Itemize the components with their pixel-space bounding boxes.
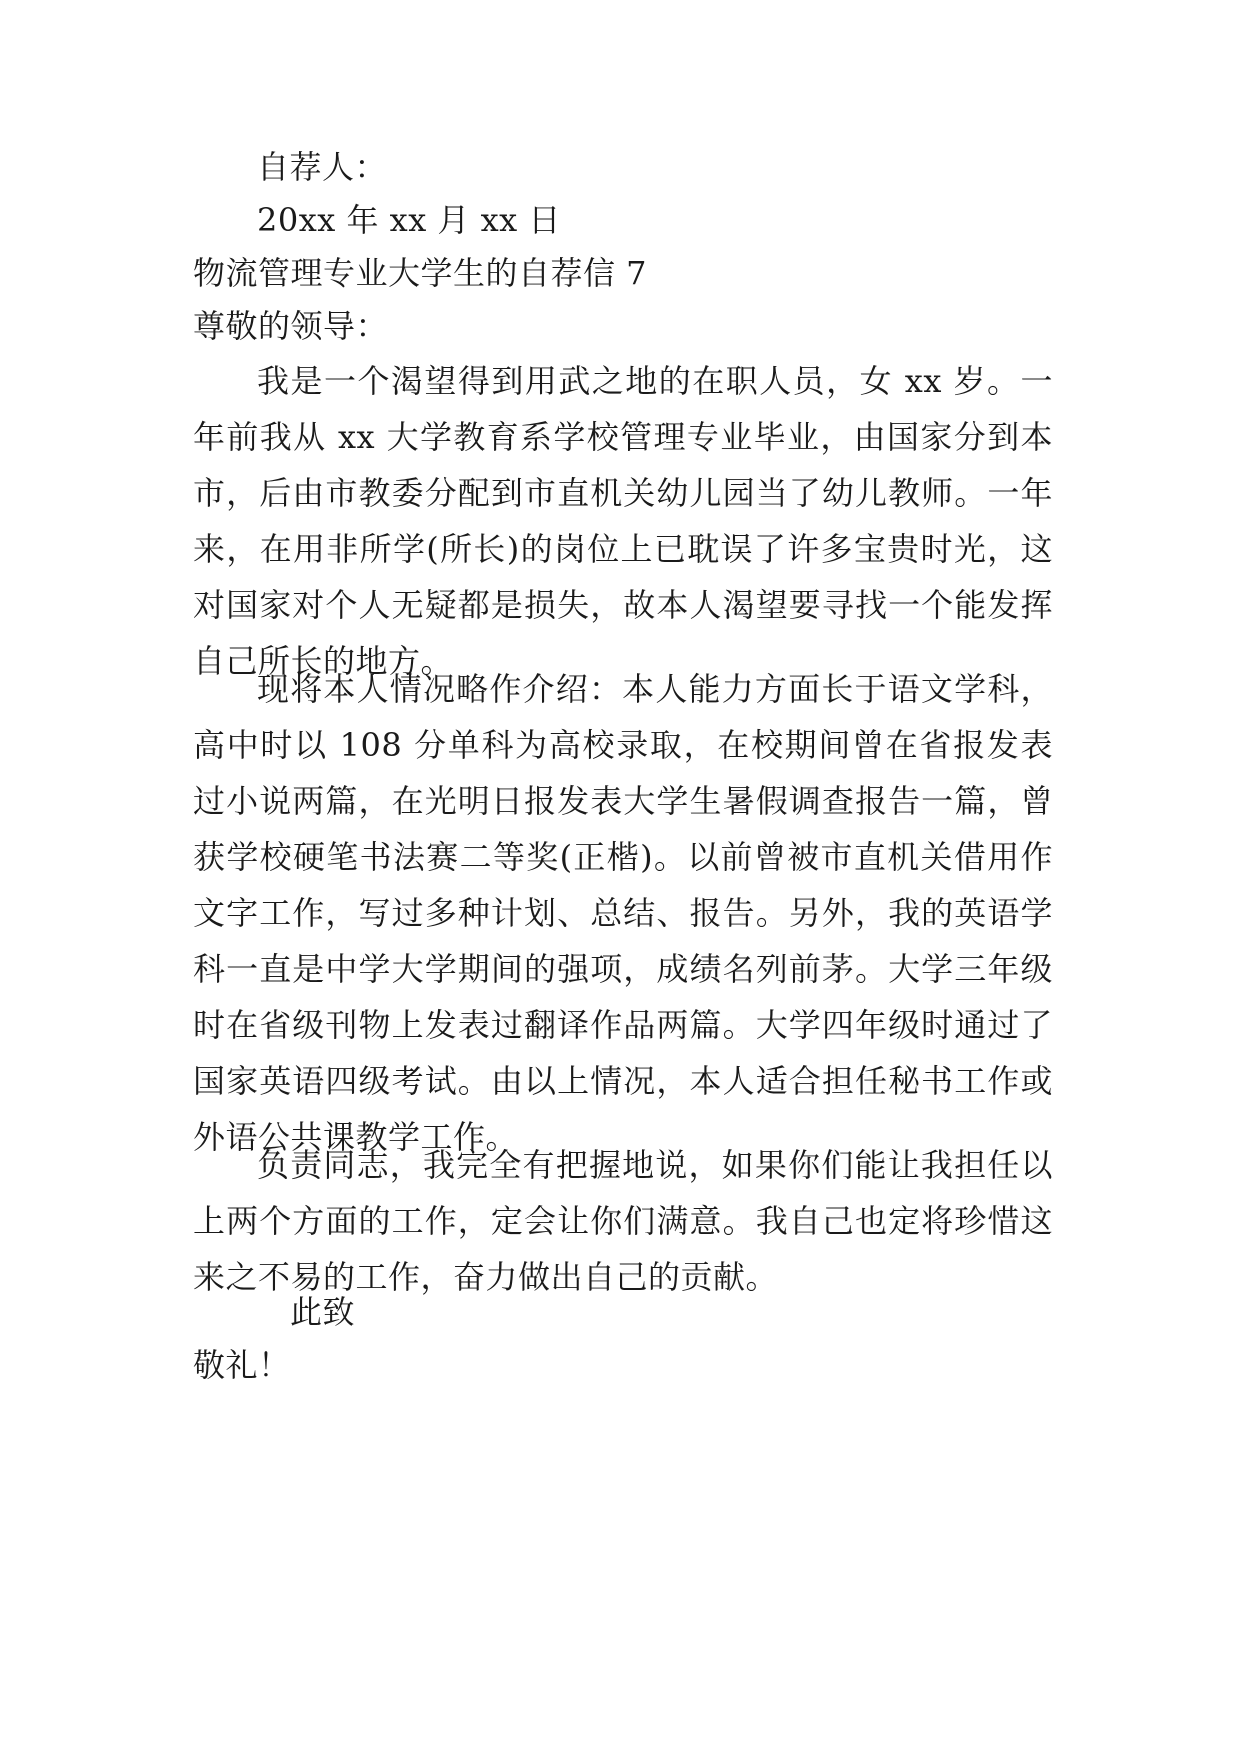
letter-title: 物流管理专业大学生的自荐信 7 [193, 254, 648, 292]
body-paragraph-1: 我是一个渴望得到用武之地的在职人员，女 xx 岁。一年前我从 xx 大学教育系学校管理专业毕业，由国家分到本市，后由市教委分配到市直机关幼儿园当了幼儿教师。一年来，在用非所学(所长)的岗位上已耽误了许多宝贵时光，这对国家对个人无疑都是损失，故本人渴望要寻找一个能发挥自己所长的地方。 [193, 362, 1053, 680]
letter-date: 20xx 年 xx 月 xx 日 [257, 201, 561, 239]
salutation: 尊敬的领导： [193, 307, 389, 345]
closing-cizhi: 此致 [290, 1293, 356, 1331]
body-paragraph-3: 负责同志，我完全有把握地说，如果你们能让我担任以上两个方面的工作，定会让你们满意。我自己也定将珍惜这来之不易的工作，奋力做出自己的贡献。 [193, 1146, 1053, 1296]
signature-label: 自荐人： [257, 148, 388, 186]
body-paragraph-2: 现将本人情况略作介绍：本人能力方面长于语文学科，高中时以 108 分单科为高校录取，在校期间曾在省报发表过小说两篇，在光明日报发表大学生暑假调查报告一篇，曾获学校硬笔书法赛二等奖(正楷)。以前曾被市直机关借用作文字工作，写过多种计划、总结、报告。另外，我的英语学科一直是中学大学期间的强项，成绩名列前茅。大学三年级时在省级刊物上发表过翻译作品两篇。大学四年级时通过了国家英语四级考试。由以上情况，本人适合担任秘书工作或外语公共课教学工作。 [193, 670, 1053, 1156]
closing-jingli: 敬礼！ [193, 1346, 291, 1384]
